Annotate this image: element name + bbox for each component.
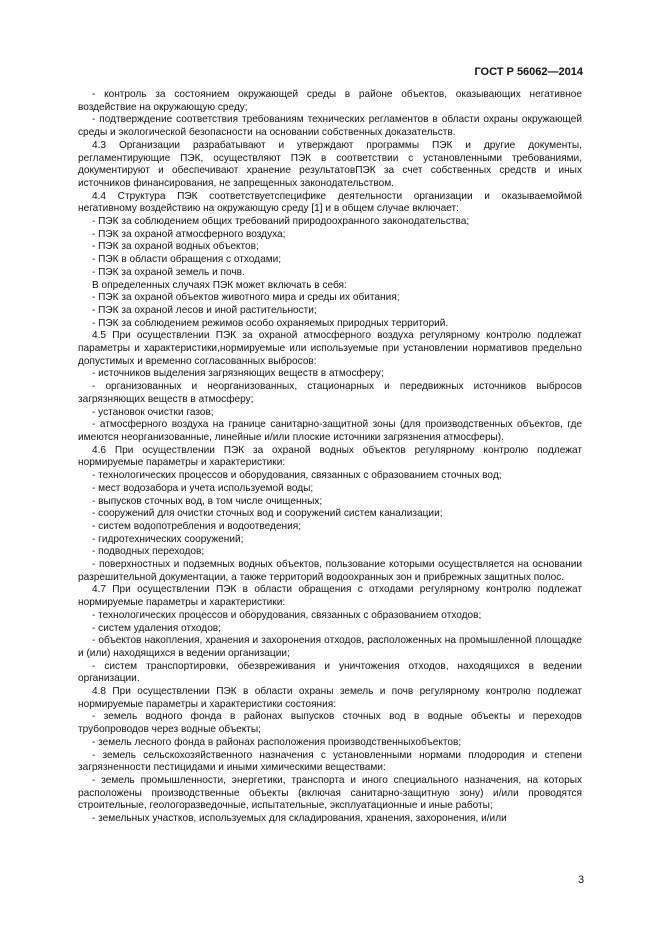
list-item: - установок очистки газов;: [92, 406, 214, 418]
list-item: - земель водного фонда в районах выпусков сточных вод в водные объекты и переходов трубопроводов через водные объекты;: [78, 711, 582, 736]
list-item: - ПЭК за соблюдением общих требований природоохранного законодательства;: [92, 216, 470, 228]
list-item: - земель сельскохозяйственного назначения с установленными нормами плодородия и степени загрязненности пестицидами и иными химическими веществами:: [78, 749, 582, 774]
page-number: 3: [578, 874, 585, 886]
paragraph: 4.6 При осуществлении ПЭК за охраной водных объектов регулярному контролю подлежат нормируемые параметры и характеристики:: [78, 444, 582, 469]
paragraph: 4.7 При осуществлении ПЭК в области обращения с отходами регулярному контролю подлежат нормируемые параметры и характеристики:: [78, 584, 582, 609]
paragraph: 4.8 При осуществлении ПЭК в области охраны земель и почв регулярному контролю подлежат нормируемые параметры и характеристики состояния:: [78, 686, 582, 710]
list-item: - земельных участков, используемых для складирования, хранения, захоронения, и/или: [92, 813, 507, 825]
list-item: - земель промышленности, энергетики, транспорта и иного специального назначения, на которых расположены производственные объекты (включая санитарно-защитную зону) и/или проводятся строительные, геологоразведочные, испытательные, эксплуатационные и иные работы;: [78, 774, 582, 812]
list-item: - ПЭК за соблюдением режимов особо охраняемых природных территорий.: [92, 317, 449, 329]
paragraph: 4.4 Структура ПЭК соответствуетспецифике деятельности организации и оказываемоймой негативному воздействию на окружающую среду [1] и в общем случае включает:: [78, 190, 582, 215]
list-item: - систем водопотребления и водоотведения;: [92, 520, 302, 532]
standard-header: ГОСТ Р 56062—2014: [474, 66, 583, 78]
list-item: - технологических процессов и оборудования, связанных с образованием отходов;: [92, 609, 482, 621]
list-item: - подводных переходов;: [92, 546, 205, 558]
list-item: - организованных и неорганизованных, стационарных и передвижных источников выбросов загрязняющих веществ в атмосферу;: [78, 381, 582, 405]
list-item: - источников выделения загрязняющих веществ в атмосферу;: [92, 368, 384, 380]
list-item: - ПЭК за охраной лесов и иной растительности;: [92, 304, 317, 316]
list-item: - объектов накопления, хранения и захоронения отходов, расположенных на промышленной площадке и (или) находящихся в ведении организации;: [78, 635, 582, 659]
list-item: - систем транспортировки, обезвреживания и уничтожения отходов, находящихся в ведении организации.: [78, 660, 582, 685]
list-item: - гидротехнических сооружений;: [92, 533, 244, 545]
list-item: - ПЭК в области обращения с отходами;: [92, 254, 282, 266]
paragraph: В определенных случаях ПЭК может включать в себя:: [92, 279, 347, 291]
list-item: - атмосферного воздуха на границе санитарно-защитной зоны (для производственных объектов, где имеются неорганизованные, линейные и/или плоские источники загрязнения атмосферы).: [78, 419, 582, 443]
list-item: - технологических процессов и оборудования, связанных с образованием сточных вод;: [92, 470, 502, 482]
list-item: - ПЭК за охраной объектов животного мира и среды их обитания;: [92, 292, 400, 304]
list-item: - ПЭК за охраной водных объектов;: [92, 241, 259, 253]
list-item: - систем удаления отходов;: [92, 622, 221, 634]
list-item: - земель лесного фонда в районах расположения производственныхобъектов;: [92, 736, 462, 748]
paragraph: - контроль за состоянием окружающей среды в районе объектов, оказывающих негативное воздействие на окружающую среду;: [78, 89, 582, 113]
paragraph: 4.3 Организации разрабатывают и утверждают программы ПЭК и другие документы, регламентирующие ПЭК, осуществляют ПЭК в соответствии с установленными требованиями, документируют и обеспечивают хранение результатовПЭК за счет собственных средств и иных источников финансирования, не запрещенных законодательством.: [78, 139, 582, 189]
document-body: [78, 89, 582, 826]
paragraph: - подтверждение соответствия требованиям технических регламентов в области охраны окружающей среды и экологической безопасности на основании собственных доказательств.: [78, 114, 582, 139]
list-item: - поверхностных и подземных водных объектов, пользование которыми осуществляется на основании разрешительной документации, а также территорий водоохранных зон и прибрежных защитных полос.: [78, 559, 582, 583]
paragraph: 4.5 При осуществлении ПЭК за охраной атмосферного воздуха регулярному контролю подлежат параметры и характеристики,нормируемые или используемые при установлении нормативов предельно допустимых и временно согласованных выбросов:: [78, 330, 582, 367]
list-item: - выпусков сточных вод, в том числе очищенных;: [92, 495, 323, 507]
list-item: - ПЭК за охраной атмосферного воздуха;: [92, 228, 286, 240]
list-item: - сооружений для очистки сточных вод и сооружений систем канализации;: [92, 508, 443, 520]
list-item: - ПЭК за охраной земель и почв.: [92, 266, 245, 278]
list-item: - мест водозабора и учета используемой воды;: [92, 482, 314, 494]
